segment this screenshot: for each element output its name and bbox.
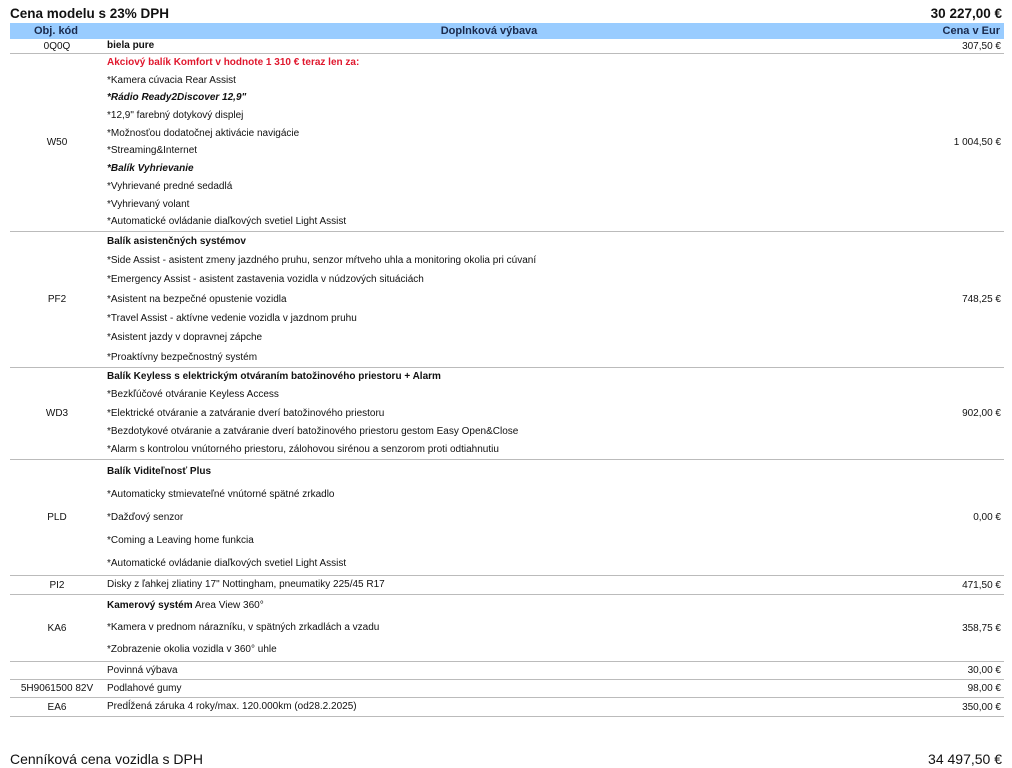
description-text: *Streaming&Internet bbox=[107, 145, 198, 157]
description-text: Balík Keyless s elektrickým otváraním batožinového priestoru + Alarm bbox=[107, 370, 441, 382]
description-text: *Kamera cúvacia Rear Assist bbox=[107, 74, 236, 86]
model-price-label: Cena modelu s 23% DPH bbox=[10, 5, 170, 21]
description-line bbox=[107, 680, 873, 697]
row-price: 30,00 € bbox=[967, 665, 1001, 677]
row-code: PI2 bbox=[49, 579, 65, 591]
description-text: *Automatické ovládanie diaľkových svetiel Light Assist bbox=[107, 216, 347, 228]
row-description bbox=[102, 662, 876, 680]
row-description bbox=[102, 595, 876, 662]
description-line bbox=[107, 423, 873, 441]
table-row bbox=[10, 39, 1004, 54]
description-line bbox=[107, 142, 873, 160]
table-row bbox=[10, 54, 1004, 232]
description-line bbox=[107, 483, 873, 506]
row-code: PLD bbox=[47, 512, 67, 524]
description-line bbox=[107, 72, 873, 90]
description-line bbox=[107, 107, 873, 125]
description-text: *Elektrické otváranie a zatváranie dverí batožinového priestoru bbox=[107, 407, 385, 419]
total-price-value: 34 497,50 € bbox=[928, 751, 1002, 767]
description-text: *Rádio Ready2Discover 12,9" bbox=[107, 92, 247, 104]
description-text: Balík Viditeľnosť Plus bbox=[107, 466, 212, 478]
description-text: *Dažďový senzor bbox=[107, 512, 184, 524]
column-header-description: Doplnková výbava bbox=[102, 23, 876, 39]
description-text: Balík asistenčných systémov bbox=[107, 235, 246, 247]
description-text: *Coming a Leaving home funkcia bbox=[107, 535, 254, 547]
row-price: 98,00 € bbox=[967, 683, 1001, 695]
description-text: Povinná výbava bbox=[107, 665, 178, 677]
description-line bbox=[107, 576, 873, 594]
description-line bbox=[107, 125, 873, 143]
row-code: PF2 bbox=[47, 293, 67, 305]
row-code bbox=[10, 662, 102, 680]
description-line bbox=[107, 160, 873, 178]
column-header-code: Obj. kód bbox=[10, 23, 102, 39]
table-row bbox=[10, 460, 1004, 576]
description-line bbox=[107, 270, 873, 289]
row-description bbox=[102, 367, 876, 459]
description-line bbox=[107, 506, 873, 529]
description-line bbox=[107, 213, 873, 231]
table-row bbox=[10, 595, 1004, 662]
description-text: *Vyhrievaný volant bbox=[107, 198, 190, 210]
row-code: WD3 bbox=[45, 408, 69, 420]
table-header-row bbox=[10, 23, 1004, 39]
row-price: 358,75 € bbox=[962, 622, 1001, 634]
row-description bbox=[102, 680, 876, 698]
description-text: *Bezkľúčové otváranie Keyless Access bbox=[107, 389, 279, 401]
equipment-table bbox=[10, 23, 1004, 717]
description-text: Akciový balík Komfort v hodnote 1 310 € teraz len za: bbox=[107, 57, 360, 68]
description-line bbox=[107, 348, 873, 367]
description-text: Disky z ľahkej zliatiny 17" Nottingham, pneumatiky 225/45 R17 bbox=[107, 579, 385, 591]
description-line bbox=[107, 89, 873, 107]
description-line bbox=[107, 251, 873, 270]
description-line bbox=[107, 196, 873, 214]
description-text: *Vyhrievané predné sedadlá bbox=[107, 180, 233, 192]
description-text: *Asistent na bezpečné opustenie vozidla bbox=[107, 293, 287, 305]
description-line bbox=[107, 309, 873, 328]
description-line bbox=[107, 368, 873, 386]
row-code: 5H9061500 82V bbox=[20, 683, 94, 695]
description-line bbox=[107, 290, 873, 309]
description-text: *Automatické ovládanie diaľkových svetiel Light Assist bbox=[107, 558, 347, 570]
description-line bbox=[107, 639, 873, 661]
description-line bbox=[107, 698, 873, 716]
row-description bbox=[102, 460, 876, 576]
description-text: Podlahové gumy bbox=[107, 683, 182, 695]
description-text: biela pure bbox=[107, 40, 155, 51]
description-line bbox=[107, 405, 873, 423]
description-line bbox=[107, 386, 873, 404]
description-text: *Proaktívny bezpečnostný systém bbox=[107, 351, 258, 363]
description-text: *Možnosťou dodatočnej aktivácie navigácie bbox=[107, 127, 300, 139]
description-line bbox=[107, 552, 873, 575]
description-text: *Travel Assist - aktívne vedenie vozidla v jazdnom pruhu bbox=[107, 313, 357, 325]
description-text: *Side Assist - asistent zmeny jazdného pruhu, senzor mŕtveho uhla a monitoring okolia pri cúvaní bbox=[107, 255, 537, 267]
row-code: W50 bbox=[46, 136, 68, 148]
row-description bbox=[102, 54, 876, 232]
total-price-label: Cenníková cena vozidla s DPH bbox=[10, 751, 203, 767]
description-line bbox=[107, 529, 873, 552]
row-description bbox=[102, 39, 876, 54]
model-price-value: 30 227,00 € bbox=[930, 5, 1002, 21]
description-text: *Automaticky stmievateľné vnútorné spätné zrkadlo bbox=[107, 489, 335, 501]
description-line bbox=[107, 617, 873, 639]
description-text: *Kamera v prednom nárazníku, v spätných zrkadlách a vzadu bbox=[107, 622, 380, 634]
row-price: 307,50 € bbox=[962, 40, 1001, 52]
column-header-price: Cena v Eur bbox=[876, 23, 1004, 39]
description-text: *Bezdotykové otváranie a zatváranie dverí batožinového priestoru gestom Easy Open&Close bbox=[107, 425, 519, 437]
description-text: *Balík Vyhrievanie bbox=[107, 163, 194, 175]
description-text: *12,9" farebný dotykový displej bbox=[107, 110, 244, 122]
row-price: 902,00 € bbox=[962, 408, 1001, 420]
row-price: 471,50 € bbox=[962, 579, 1001, 591]
description-line bbox=[107, 54, 873, 72]
description-line bbox=[107, 441, 873, 459]
description-text: *Alarm s kontrolou vnútorného priestoru, zálohovou sirénou a senzorom proti odtiahnutiu bbox=[107, 444, 499, 456]
description-line bbox=[107, 232, 873, 251]
row-code: 0Q0Q bbox=[43, 40, 71, 52]
row-price: 1 004,50 € bbox=[953, 136, 1001, 148]
total-price-bar bbox=[10, 750, 1002, 768]
row-description bbox=[102, 231, 876, 367]
table-row bbox=[10, 662, 1004, 680]
description-text: Kamerový systém bbox=[107, 600, 193, 612]
model-price-bar bbox=[10, 4, 1002, 22]
table-row bbox=[10, 576, 1004, 595]
table-row bbox=[10, 680, 1004, 698]
description-line bbox=[107, 178, 873, 196]
table-row bbox=[10, 367, 1004, 459]
description-line bbox=[107, 328, 873, 347]
description-text: Predĺžená záruka 4 roky/max. 120.000km (od28.2.2025) bbox=[107, 701, 357, 713]
row-code: EA6 bbox=[47, 701, 67, 713]
row-price: 0,00 € bbox=[973, 512, 1001, 524]
row-description bbox=[102, 698, 876, 717]
description-text: *Zobrazenie okolia vozidla v 360° uhle bbox=[107, 644, 277, 656]
description-line bbox=[107, 39, 873, 53]
table-row bbox=[10, 698, 1004, 717]
row-price: 350,00 € bbox=[962, 701, 1001, 713]
row-price: 748,25 € bbox=[962, 293, 1001, 305]
row-description bbox=[102, 576, 876, 595]
description-text: *Emergency Assist - asistent zastavenia vozidla v núdzových situáciách bbox=[107, 274, 424, 286]
table-row bbox=[10, 231, 1004, 367]
description-line bbox=[107, 662, 873, 679]
description-text: *Asistent jazdy v dopravnej zápche bbox=[107, 332, 263, 344]
description-line bbox=[107, 460, 873, 483]
description-line bbox=[107, 595, 873, 617]
row-code: KA6 bbox=[47, 622, 67, 634]
description-extra: Area View 360° bbox=[194, 600, 264, 612]
